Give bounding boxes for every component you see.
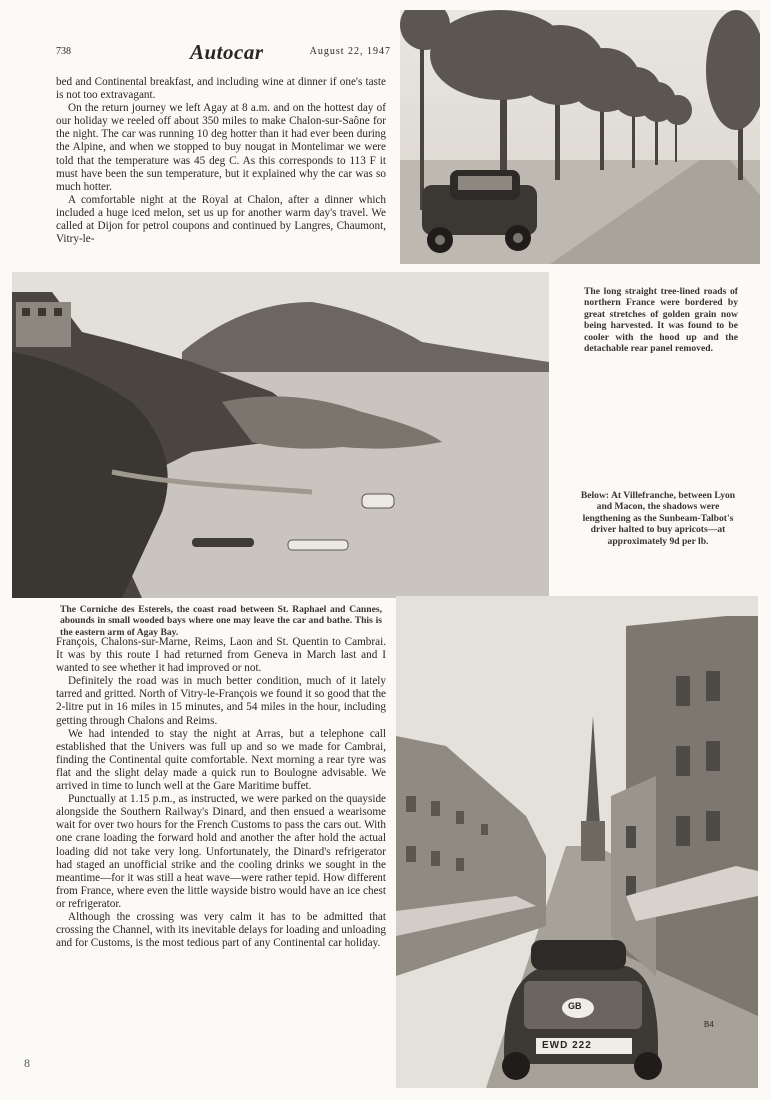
paragraph: Although the crossing was very calm it has to be admitted that crossing the Channel, with its inevitable delays for loading and unloading and for Customs, is the most tedious part of any Continental car holiday. (56, 910, 386, 950)
paragraph: We had intended to stay the night at Arras, but a telephone call established that the Univers was full up and so we made for Cambrai, finding the Continental quite comfortable. Next morning a rear tyre was flat and the slight delay made a quick run to Boulogne advisable. We arrived in time to lunch well at the Gare Maritime buffet. (56, 727, 386, 793)
corner-number: 8 (24, 1056, 30, 1070)
masthead: Autocar (190, 40, 264, 64)
paragraph: On the return journey we left Agay at 8 a.m. and on the hottest day of our holiday we reeled off about 350 miles to make Chalon-sur-Saône for the night. The car was running 10 deg hotter than it had ever been during the Alpine, and when we stopped to buy nougat in Montelimar we were told that the temperature was 45 deg C. As this corresponds to 113 F it must have been the sun temperature, but it explained why the car was so much hotter. (56, 102, 386, 193)
paragraph: François, Chalons-sur-Marne, Reims, Laon and St. Quentin to Cambrai. It was by this route I had returned from Geneva in March last and I wanted to see whether it had improved or not. (56, 636, 386, 675)
page-number: 738 (56, 46, 71, 57)
photo-villefranche-street (396, 596, 758, 1088)
paragraph: A comfortable night at the Royal at Chalon, after a dinner which included a huge iced melon, set us up for another warm day's travel. We called at Dijon for petrol coupons and continued by Langres, Chaumont, Vitry-le- (56, 193, 386, 246)
photo-tree-lined-road (400, 10, 760, 264)
number-plate: EWD 222 (542, 1040, 592, 1051)
photo-agay-bay (12, 272, 549, 598)
paragraph: bed and Continental breakfast, and including wine at dinner if one's taste is not too extravagant. (56, 76, 386, 102)
page-header (56, 40, 391, 68)
article-column-top (56, 76, 386, 246)
gb-badge: GB (568, 1001, 582, 1011)
issue-date: August 22, 1947 (309, 46, 391, 57)
paragraph: Definitely the road was in much better condition, much of it lately tarred and gritted. North of Vitry-le-François we found it so good that the 2-litre put in 16 miles in 15 minutes, and 54 miles in the hour, including getting through Chalons and Reims. (56, 675, 386, 727)
caption-tree-lined-road: The long straight tree-lined roads of northern France were bordered by great stretches of golden grain now being harvested. It was found to be cooler with the hood up and the detachable rear panel removed. (584, 286, 738, 355)
plate-reference: B4 (704, 1020, 714, 1029)
caption-villefranche: Below: At Villefranche, between Lyon and Macon, the shadows were lengthening as the Sunbeam-Talbot's driver halted to buy apricots—at approximately 9d per lb. (580, 490, 736, 547)
caption-agay-bay: The Corniche des Esterels, the coast road between St. Raphael and Cannes, abounds in small wooded bays where one may leave the car and bathe. This is the eastern arm of Agay Bay. (60, 604, 382, 638)
paragraph: Punctually at 1.15 p.m., as instructed, we were parked on the quayside alongside the Southern Railway's Dinard, and then ensued a wearisome wait for over two hours for the French Customs to pass the cars out. With one crane loading the forward hold and another the after hold the actual loading did not take very long. Unfortunately, the Dinard's refrigerator had staged an unofficial strike and the cooling drinks we sought in the meantime—for it was still a heat wave—were rather tepid. How different from France, where even the little wayside bistro would have an ice chest or refrigerator. (56, 793, 386, 910)
article-column-bottom (56, 636, 386, 950)
